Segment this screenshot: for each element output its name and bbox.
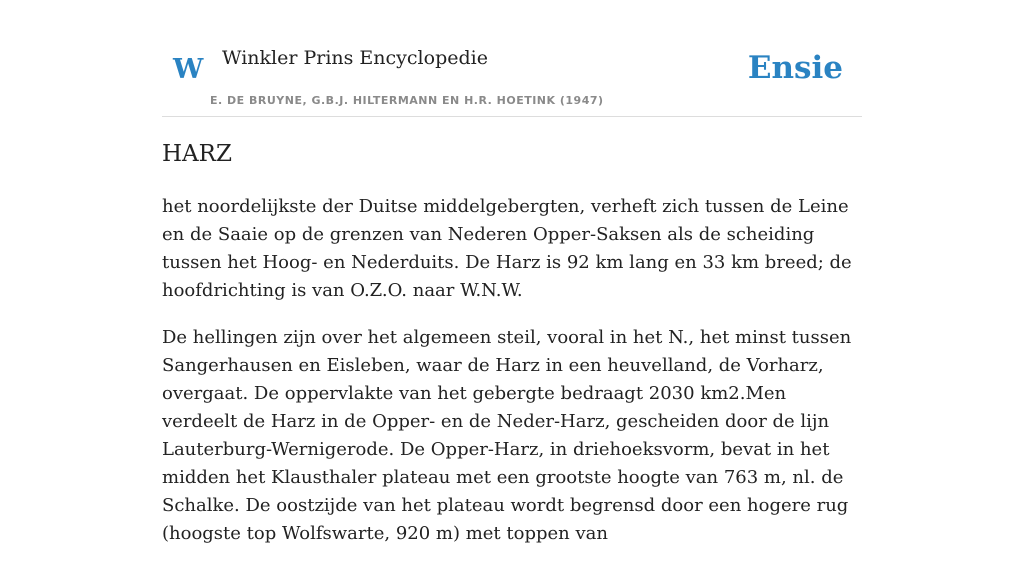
winkler-prins-logo[interactable]: W <box>173 54 204 85</box>
entry-paragraph: het noordelijkste der Duitse middelgebergten, verheft zich tussen de Leine en de Saaie op de grenzen van Nederen Opper-Saksen als de scheiding tussen het Hoog- en Nederduits. De Harz is 92 km lang en 33 km breed; de hoofdrichting is van O.Z.O. naar W.N.W. <box>162 196 852 301</box>
entry-paragraph: De hellingen zijn over het algemeen steil, vooral in het N., het minst tussen Sangerhausen en Eisleben, waar de Harz in een heuvelland, de Vorharz, overgaat. De oppervlakte van het gebergte bedraagt 2030 km2.Men verdeelt de Harz in de Opper- en de Neder-Harz, gescheiden door de lijn Lauterburg-Wernigerode. De Opper-Harz, in driehoeksvorm, bevat in het midden het Klausthaler plateau met een grootste hoogte van 763 m, nl. de Schalke. De oostzijde van het plateau wordt begrensd door een hogere rug (hoogste top Wolfswarte, 920 m) met toppen van <box>162 327 852 544</box>
encyclopedia-authors: E. DE BRUYNE, G.B.J. HILTERMANN EN H.R. HOETINK (1947) <box>210 94 604 107</box>
entry-title: HARZ <box>162 141 232 167</box>
encyclopedia-title[interactable]: Winkler Prins Encyclopedie <box>222 47 488 69</box>
entry-body <box>162 193 862 567</box>
ensie-brand-logo[interactable]: Ensie <box>747 50 843 86</box>
site-header <box>162 40 862 117</box>
